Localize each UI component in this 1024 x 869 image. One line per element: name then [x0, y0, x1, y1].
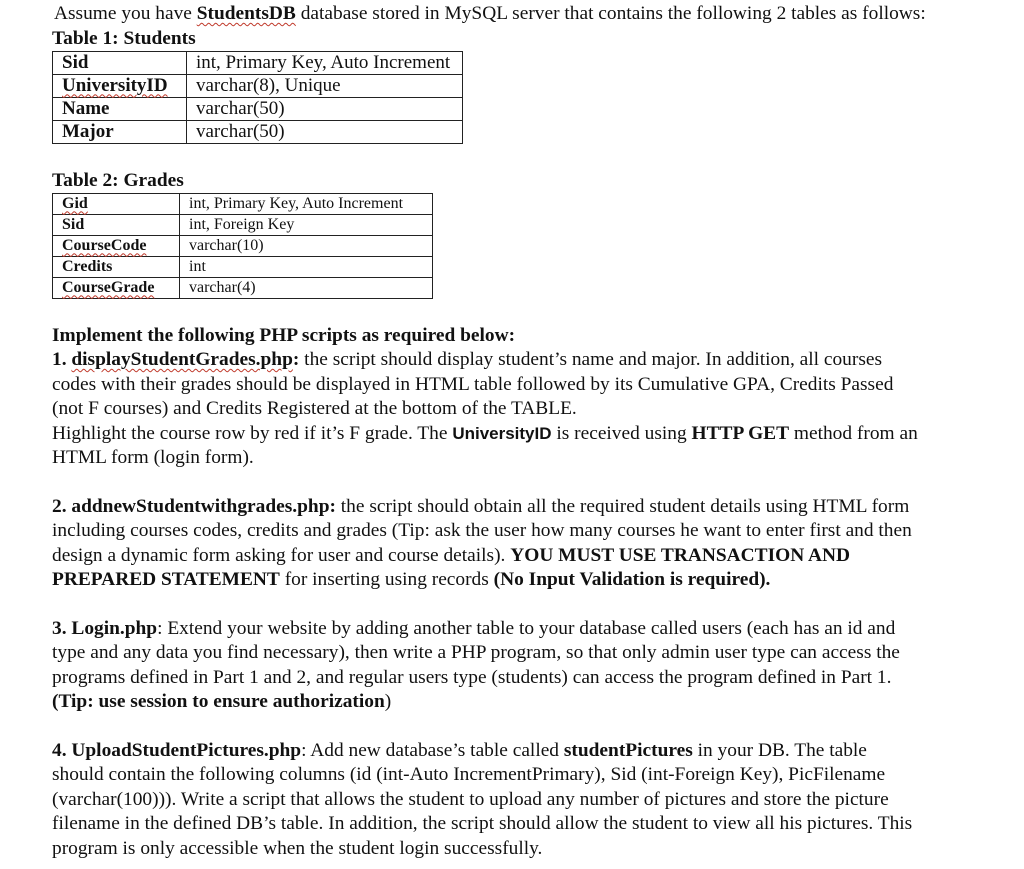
task-line: programs defined in Part 1 and 2, and regular users type (students) can access the program defined in Part 1. [52, 666, 892, 688]
field-type: varchar(8), Unique [187, 74, 463, 97]
task-line: program is only accessible when the student login successfully. [52, 837, 543, 859]
field-type: varchar(50) [187, 97, 463, 120]
task-emphasis: PREPARED STATEMENT [52, 569, 280, 590]
task-line [52, 495, 1012, 520]
field-name [53, 277, 180, 298]
task-line [52, 348, 1012, 373]
field-type: varchar(4) [180, 277, 433, 298]
field-name: Major [53, 120, 187, 143]
task-line: HTML form (login form). [52, 447, 254, 468]
intro-line [54, 2, 1012, 27]
task-label: 3. Login.php [52, 617, 158, 639]
field-name: Credits [53, 256, 180, 277]
field-type: int [180, 256, 433, 277]
task-text: is received using [551, 422, 692, 444]
task-text: design a dynamic form asking for user and course details). [52, 544, 511, 566]
field-name: Name [53, 97, 187, 120]
task-1 [52, 348, 1012, 471]
task-text: ) [384, 691, 392, 712]
task-line: codes with their grades should be displayed in HTML table followed by its Cumulative GPA, Credits Passed [52, 373, 894, 395]
task-line [52, 690, 1012, 715]
task-line: type and any data you find necessary), then write a PHP program, so that only admin user type can access the [52, 642, 900, 663]
table2-title: Table 2: Grades [52, 169, 184, 191]
field-name-text: Gid [62, 194, 88, 212]
task-line [52, 739, 1012, 764]
field-type: varchar(50) [187, 120, 463, 143]
field-type: varchar(10) [180, 235, 433, 256]
task-line [52, 544, 1012, 569]
task-line: (not F courses) and Credits Registered at the bottom of the TABLE. [52, 398, 577, 419]
task-4 [52, 739, 1012, 862]
table-row [53, 277, 433, 298]
field-name-text: CourseCode [62, 236, 147, 254]
task-text: : Add new database’s table called [301, 739, 564, 761]
task-line [52, 568, 1012, 593]
field-type: int, Primary Key, Auto Increment [180, 193, 433, 214]
instructions-heading: Implement the following PHP scripts as required below: [52, 324, 516, 346]
task-text: the script should obtain all the required student details using HTML form [335, 495, 910, 517]
grades-table [52, 193, 433, 299]
task-2 [52, 495, 1012, 593]
field-type: int, Primary Key, Auto Increment [187, 51, 463, 74]
table-row [53, 74, 463, 97]
task-text: method from an [789, 422, 918, 444]
field-name [53, 193, 180, 214]
document-page [52, 2, 1012, 861]
students-table [52, 51, 463, 144]
task-emphasis: studentPictures [563, 739, 693, 761]
task-file: displayStudentGrades.php [71, 349, 293, 370]
task-line: (varchar(100))). Write a script that allows the student to upload any number of pictures and store the picture [52, 788, 889, 810]
task-label: 2. addnewStudentwithgrades.php: [52, 495, 336, 517]
task-line: including courses codes, credits and grades (Tip: ask the user how many courses he want to enter first and then [52, 520, 912, 541]
table-row [53, 51, 463, 74]
table-row [53, 193, 433, 214]
task-emphasis: (No Input Validation is required). [493, 569, 771, 590]
task-text: the script should display student’s name and major. In addition, all courses [299, 349, 883, 370]
field-name [53, 74, 187, 97]
task-colon: : [292, 349, 300, 370]
table-row [53, 120, 463, 143]
db-name: StudentsDB [196, 3, 296, 24]
table-row [53, 97, 463, 120]
task-keyword: HTTP GET [691, 422, 790, 444]
task-text: Highlight the course row by red if it’s F grade. The [52, 422, 453, 444]
field-name: Sid [53, 51, 187, 74]
intro-prefix: Assume you have [54, 3, 197, 24]
task-line [52, 617, 1012, 642]
table-row [53, 214, 433, 235]
task-keyword: UniversityID [452, 423, 552, 443]
table-row [53, 256, 433, 277]
task-line: filename in the defined DB’s table. In addition, the script should allow the student to view all his pictures. This [52, 813, 913, 834]
task-emphasis: YOU MUST USE TRANSACTION AND [510, 544, 851, 566]
field-name: Sid [53, 214, 180, 235]
task-text: for inserting using records [279, 569, 494, 590]
field-name-text: CourseGrade [62, 278, 155, 296]
table-row [53, 235, 433, 256]
task-line: should contain the following columns (id (int-Auto IncrementPrimary), Sid (int-Foreign Key), PicFilename [52, 764, 886, 785]
table1-title: Table 1: Students [52, 27, 196, 49]
intro-suffix: database stored in MySQL server that contains the following 2 tables as follows: [295, 3, 926, 24]
field-name [53, 235, 180, 256]
task-3 [52, 617, 1012, 715]
task-text: : Extend your website by adding another table to your database called users (each has an id and [157, 617, 896, 639]
field-type: int, Foreign Key [180, 214, 433, 235]
task-text: in your DB. The table [692, 739, 867, 761]
task-label: 4. UploadStudentPictures.php [52, 739, 302, 761]
task-number: 1. [52, 349, 72, 370]
task-line [52, 422, 1012, 447]
task-emphasis: (Tip: use session to ensure authorization [52, 691, 385, 712]
field-name-text: UniversityID [62, 74, 168, 96]
